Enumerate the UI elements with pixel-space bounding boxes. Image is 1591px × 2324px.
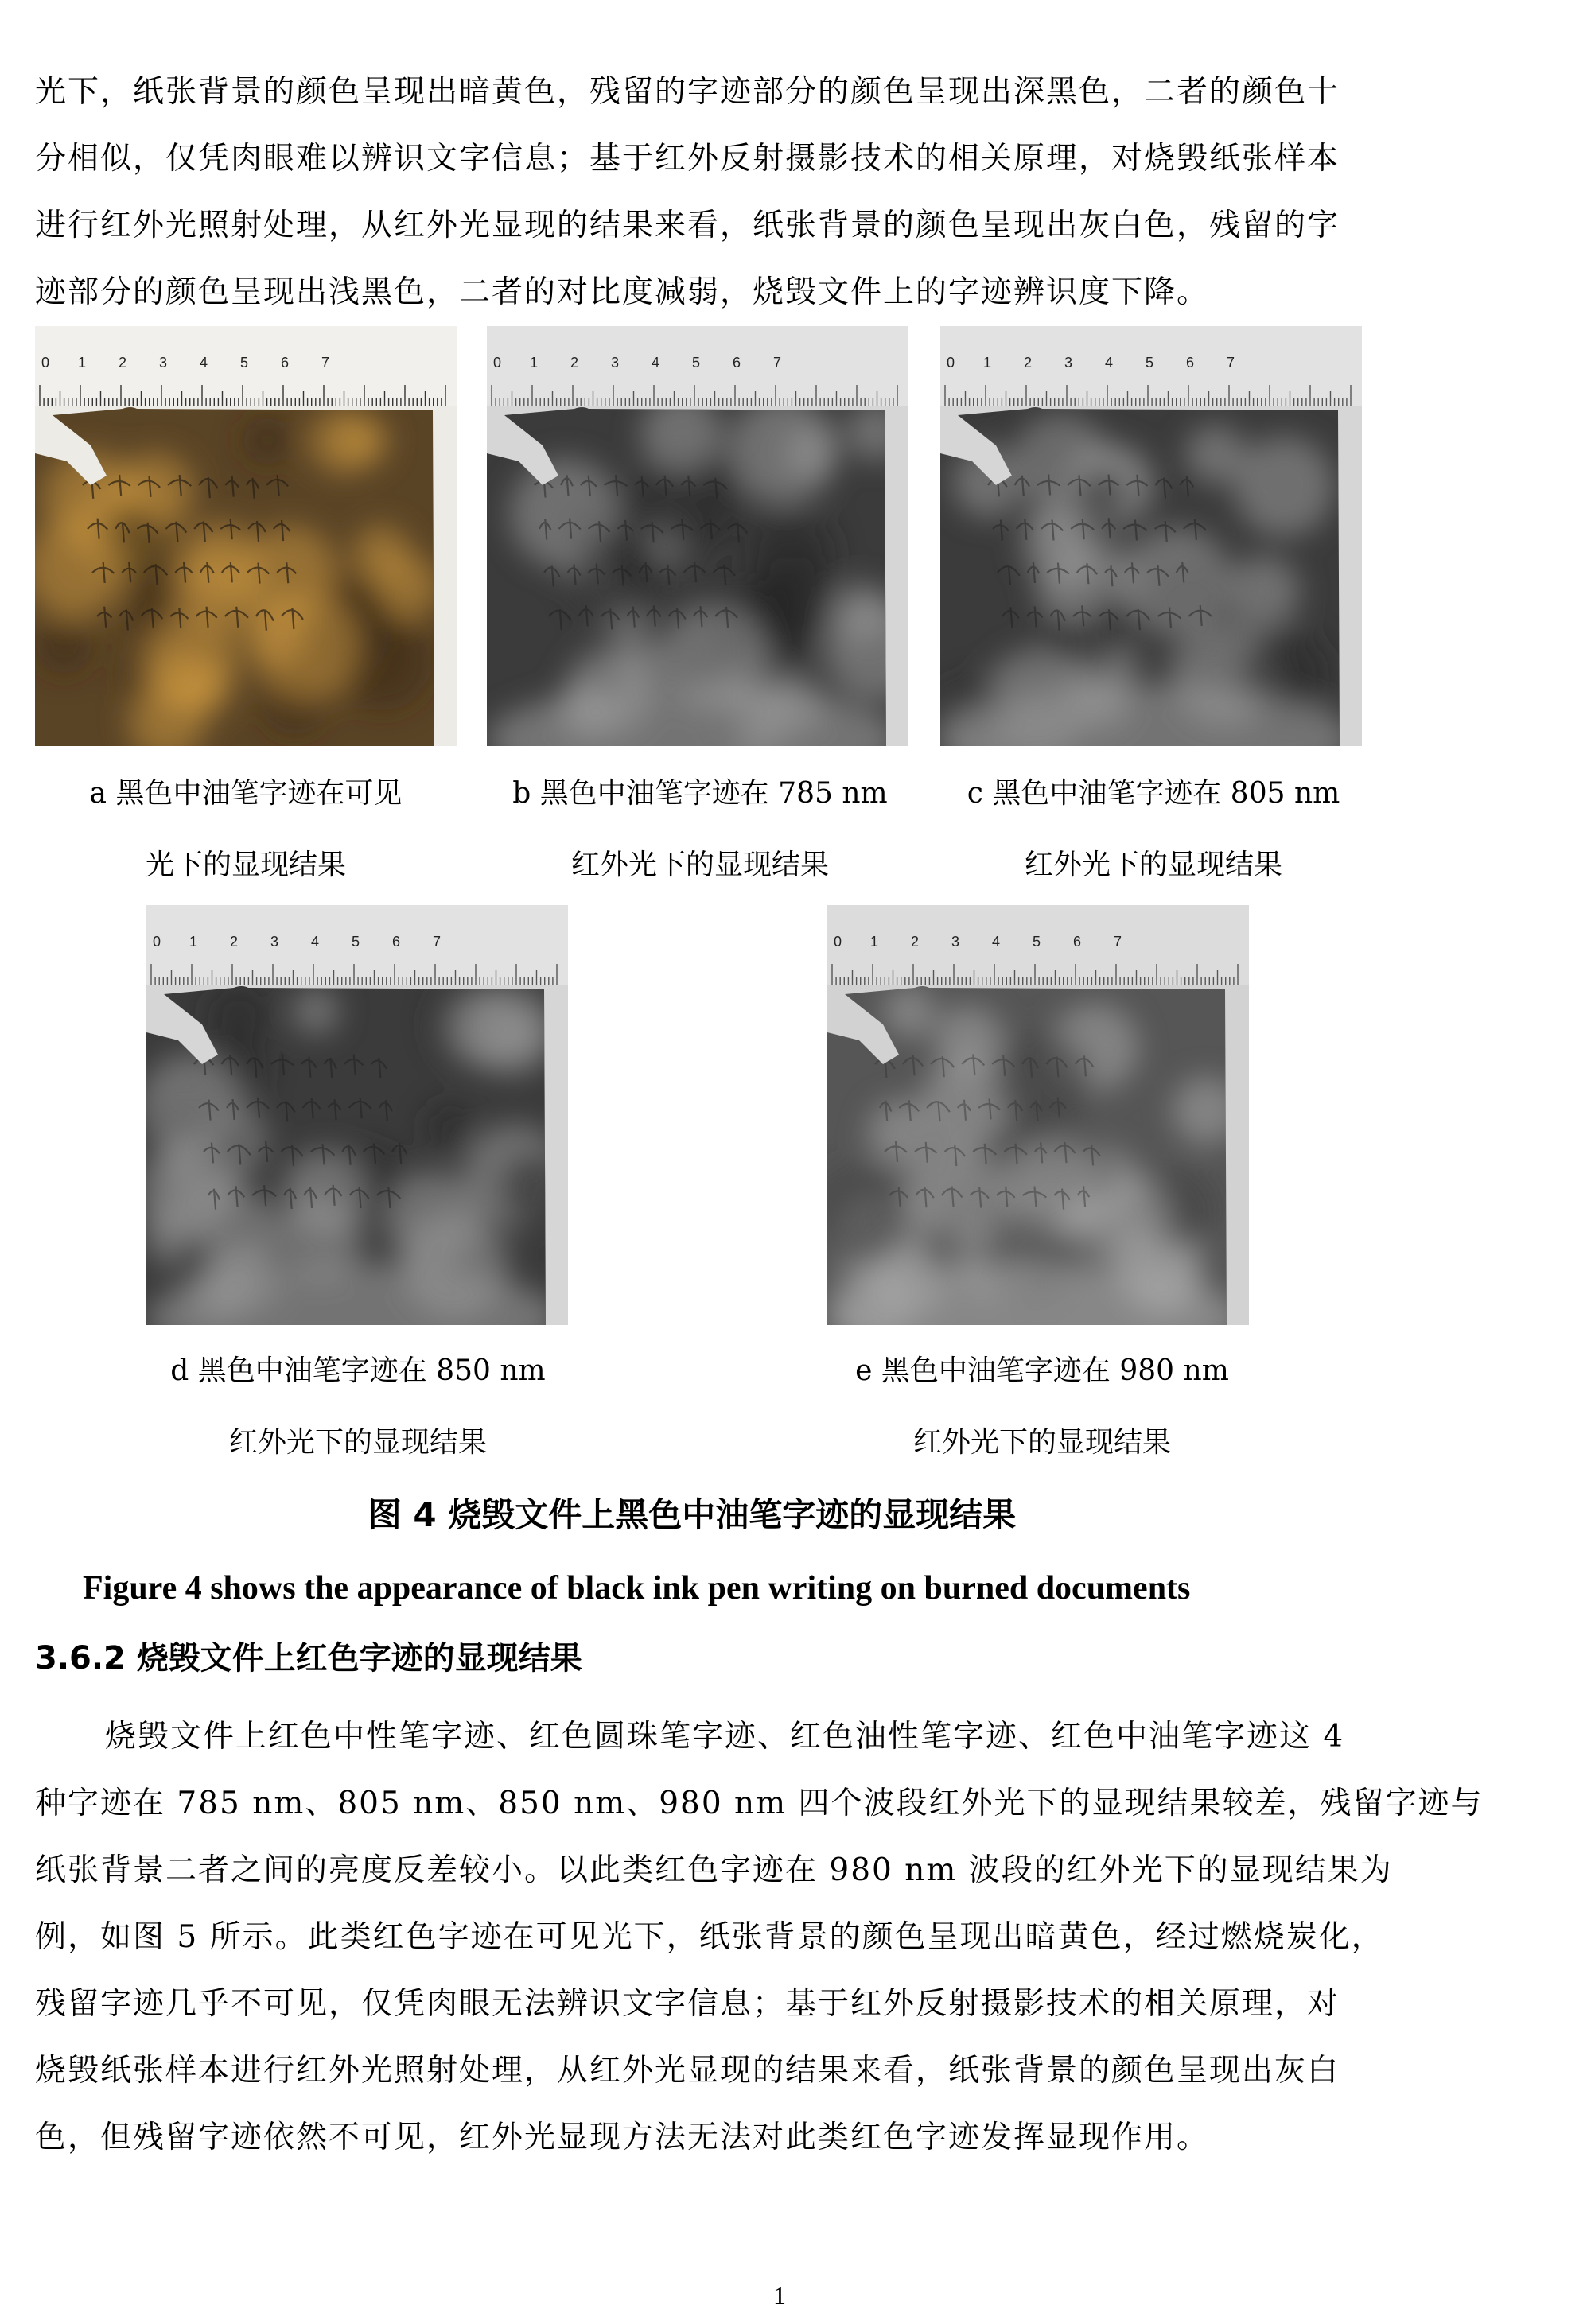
ruler-number: 0 [947, 355, 955, 371]
panel-e-caption-line1: e 黑色中油笔字迹在 980 nm [855, 1354, 1229, 1387]
ruler-number: 3 [270, 934, 279, 950]
burn-mark [1037, 556, 1107, 627]
ruler-number: 6 [1186, 355, 1195, 371]
body-line: 残留字迹几乎不可见，仅凭肉眼无法辨识文字信息；基于红外反射摄影技术的相关原理，对 [35, 1986, 1340, 2022]
burn-mark [253, 593, 360, 700]
ruler-number: 5 [352, 934, 360, 950]
burn-mark [207, 985, 271, 1049]
ruler-number: 2 [119, 355, 127, 371]
photo-panel-a [35, 326, 457, 746]
ruler-number: 6 [281, 355, 290, 371]
ruler-number: 2 [1024, 355, 1033, 371]
ruler-number: 6 [392, 934, 401, 950]
ruler-number: 1 [983, 355, 992, 371]
ruler-number: 4 [652, 355, 660, 371]
ruler-number: 0 [834, 934, 842, 950]
body-line: 纸张背景二者之间的亮度反差较小。以此类红色字迹在 980 nm 波段的红外光下的显现结果为 [35, 1852, 1393, 1888]
burn-mark [883, 986, 935, 1038]
intro-line: 进行红外光照射处理，从红外光显现的结果来看，纸张背景的颜色呈现出灰白色，残留的字 [35, 208, 1340, 243]
photo-panel-b [487, 326, 908, 746]
burn-mark [1031, 495, 1087, 550]
panel-a-caption-line1: a 黑色中油笔字迹在可见 [89, 777, 403, 810]
ruler-number: 5 [692, 355, 701, 371]
ruler-number: 3 [1064, 355, 1073, 371]
panel-photo-svg [146, 905, 568, 1325]
burn-mark [426, 1102, 475, 1152]
ruler-number: 6 [733, 355, 741, 371]
burn-mark [36, 618, 92, 674]
panel-photo-svg [35, 326, 457, 746]
ruler-number: 3 [611, 355, 620, 371]
panel-e-caption-line2: 红外光下的显现结果 [912, 1426, 1171, 1459]
ruler-number: 4 [1105, 355, 1114, 371]
figure-title-cn: 图 4 烧毁文件上黑色中油笔字迹的显现结果 [368, 1495, 1017, 1534]
ruler-number: 2 [230, 934, 239, 950]
panel-a-caption-line2: 光下的显现结果 [145, 849, 346, 881]
body-line: 烧毁纸张样本进行红外光照射处理，从红外光显现的结果来看，纸张背景的颜色呈现出灰白 [35, 2053, 1340, 2089]
page-number: 1 [773, 2281, 786, 2310]
burn-mark [466, 986, 555, 1075]
ruler-number: 1 [189, 934, 198, 950]
ruler-number: 6 [1073, 934, 1082, 950]
ruler-number: 5 [1146, 355, 1154, 371]
ruler-number: 4 [200, 355, 208, 371]
panel-b-caption-line2: 红外光下的显现结果 [570, 849, 829, 881]
panel-b-caption-line1: b 黑色中油笔字迹在 785 nm [512, 777, 888, 810]
panel-c-caption-line1: c 黑色中油笔字迹在 805 nm [967, 777, 1340, 810]
ruler-number: 3 [159, 355, 168, 371]
panel-photo-svg [940, 326, 1362, 746]
intro-line: 迹部分的颜色呈现出浅黑色，二者的对比度减弱，烧毁文件上的字迹辨识度下降。 [35, 274, 1210, 310]
ruler-number: 7 [773, 355, 782, 371]
burn-mark [785, 426, 838, 479]
photo-panel-d [146, 905, 568, 1325]
burn-mark [1234, 437, 1334, 537]
body-line: 种字迹在 785 nm、805 nm、850 nm、980 nm 四个波段红外光下的显现结果较差，残留字迹与 [35, 1786, 1484, 1821]
ruler-number: 1 [870, 934, 879, 950]
ruler-number: 4 [311, 934, 320, 950]
ruler-number: 7 [433, 934, 442, 950]
ruler-number: 1 [530, 355, 539, 371]
body-paragraph [35, 1704, 1531, 2171]
ruler-number: 5 [240, 355, 249, 371]
burn-mark [293, 988, 340, 1035]
ruler-number: 0 [41, 355, 50, 371]
burn-mark [1227, 556, 1300, 628]
photo-panel-e [827, 905, 1249, 1325]
burn-mark [340, 417, 388, 465]
ruler-number: 5 [1033, 934, 1041, 950]
burn-mark [242, 416, 292, 466]
body-line: 色，但残留字迹依然不可见，红外光显现方法无法对此类红色字迹发挥显现作用。 [35, 2120, 1210, 2155]
intro-line: 光下，纸张背景的颜色呈现出暗黄色，残留的字迹部分的颜色呈现出深黑色，二者的颜色十 [35, 74, 1340, 110]
panel-photo-svg [827, 905, 1249, 1325]
ruler-number: 3 [951, 934, 960, 950]
body-line: 烧毁文件上红色中性笔字迹、红色圆珠笔字迹、红色油性笔字迹、红色中油笔字迹这 4 [105, 1719, 1345, 1755]
panel-c-caption-line2: 红外光下的显现结果 [1024, 849, 1282, 881]
panel-d-caption-line1: d 黑色中油笔字迹在 850 nm [170, 1354, 546, 1387]
ruler-number: 0 [153, 934, 161, 950]
ruler-number: 7 [1114, 934, 1122, 950]
section-heading: 3.6.2 烧毁文件上红色字迹的显现结果 [35, 1640, 582, 1677]
burn-mark [990, 1030, 1095, 1134]
ruler-number: 2 [911, 934, 920, 950]
intro-paragraph [35, 59, 1531, 326]
ruler-number: 4 [992, 934, 1001, 950]
ruler-number: 0 [493, 355, 502, 371]
burn-mark [353, 525, 410, 581]
panel-photo-svg [487, 326, 908, 746]
figure-title-en: Figure 4 shows the appearance of black ink pen writing on burned documents [83, 1570, 1191, 1607]
intro-line: 分相似，仅凭肉眼难以辨识文字信息；基于红外反射摄影技术的相关原理，对烧毁纸张样本 [35, 141, 1340, 177]
ruler-number: 1 [78, 355, 87, 371]
photo-panel-c [940, 326, 1362, 746]
body-line: 例，如图 5 所示。此类红色字迹在可见光下，纸张背景的颜色呈现出暗黄色，经过燃烧炭化， [35, 1919, 1384, 1955]
ruler-number: 7 [1227, 355, 1235, 371]
burn-mark [1185, 425, 1245, 484]
panel-d-caption-line2: 红外光下的显现结果 [228, 1426, 487, 1459]
ruler-number: 7 [321, 355, 330, 371]
ruler-number: 2 [570, 355, 579, 371]
